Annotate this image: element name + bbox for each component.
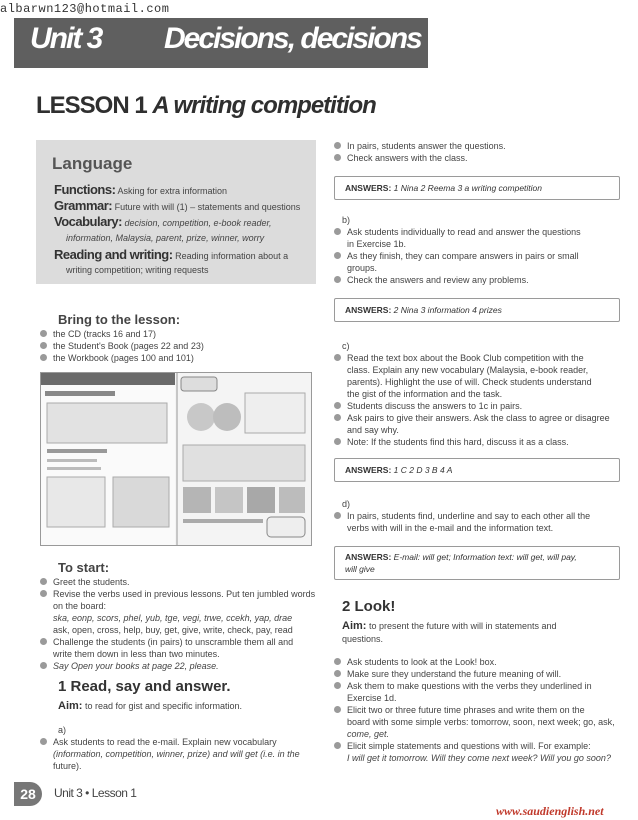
bullet-icon xyxy=(334,402,341,409)
step-c-item: Students discuss the answers to 1c in pairs. xyxy=(334,400,522,412)
exercise-1-aim: Aim: to read for gist and specific information. xyxy=(58,700,243,712)
look-item: Ask students to look at the Look! box. xyxy=(334,656,497,668)
right-item: In pairs, students answer the questions. xyxy=(334,140,506,152)
step-c-item-cont: parents). Highlight the use of will. Check students understand xyxy=(347,377,592,387)
exercise-2-heading: 2 Look! xyxy=(342,598,396,615)
bullet-icon xyxy=(334,438,341,445)
step-b-item-cont: in Exercise 1b. xyxy=(347,239,407,249)
exercise-1-heading: 1 Read, say and answer. xyxy=(58,678,231,695)
step-b-label: b) xyxy=(342,215,351,225)
look-item-cont: come, get. xyxy=(347,729,390,739)
bullet-icon xyxy=(40,662,47,669)
step-c-label: c) xyxy=(342,341,350,351)
bullet-icon xyxy=(334,706,341,713)
unit-title: Decisions, decisions xyxy=(164,22,421,55)
step-d-item-cont: verbs with will in the e-mail and the information text. xyxy=(347,523,554,533)
reading-writing-row: Reading and writing: Reading information about a xyxy=(54,247,289,262)
watermark: albarwn123@hotmail.com xyxy=(0,2,170,16)
lesson-label: LESSON 1 xyxy=(36,92,147,119)
start-item: Challenge the students (in pairs) to unscramble them all and xyxy=(40,636,293,648)
look-item: Make sure they understand the future meaning of will. xyxy=(334,668,561,680)
vocabulary-row: Vocabulary: decision, competition, e-book reader, xyxy=(54,214,272,229)
bullet-icon xyxy=(334,354,341,361)
site-link[interactable]: www.saudienglish.net xyxy=(496,804,604,818)
page-number: 28 xyxy=(14,782,42,806)
unit-label: Unit 3 xyxy=(30,22,102,55)
bullet-icon xyxy=(40,330,47,337)
start-item-cont: write them down in less than two minutes. xyxy=(53,649,220,659)
textbook-pages-image xyxy=(40,372,312,546)
vocabulary-row-2: information, Malaysia, parent, prize, winner, worry xyxy=(66,233,265,243)
bring-item: the Student's Book (pages 22 and 23) xyxy=(40,340,204,352)
answers-box-2: ANSWERS: 2 Nina 3 information 4 prizes xyxy=(334,298,620,322)
step-c-item: Read the text box about the Book Club competition with the xyxy=(334,352,584,364)
bullet-icon xyxy=(334,154,341,161)
jumbled-words: ska, eonp, scors, phel, yub, tge, vegi, trwe, ccekh, yap, drae xyxy=(53,613,293,623)
bullet-icon xyxy=(40,354,47,361)
bullet-icon xyxy=(334,742,341,749)
step-a-item-cont: (information, competition, winner, prize) and will get (i.e. in the xyxy=(53,749,300,759)
answers-box-1: ANSWERS: 1 Nina 2 Reema 3 a writing competition xyxy=(334,176,620,200)
bring-item: the CD (tracks 16 and 17) xyxy=(40,328,156,340)
bring-heading: Bring to the lesson: xyxy=(58,312,181,327)
step-a-item: Ask students to read the e-mail. Explain new vocabulary xyxy=(40,736,277,748)
step-b-item: As they finish, they can compare answers in pairs or small xyxy=(334,250,579,262)
look-item-cont: I will get it tomorrow. Will they come next week? Will you go soon? xyxy=(347,753,611,763)
to-start-heading: To start: xyxy=(58,560,110,575)
step-b-item: Check the answers and review any problems. xyxy=(334,274,529,286)
right-item: Check answers with the class. xyxy=(334,152,468,164)
start-item-cont: on the board: xyxy=(53,601,107,611)
step-c-item-cont: and say why. xyxy=(347,425,399,435)
grammar-row: Grammar: Future with will (1) – statements and questions xyxy=(54,198,301,213)
step-d-item: In pairs, students find, underline and say to each other all the xyxy=(334,510,590,522)
language-heading: Language xyxy=(52,154,133,173)
step-c-item: Ask pairs to give their answers. Ask the class to agree or disagree xyxy=(334,412,610,424)
step-a-label: a) xyxy=(58,725,67,735)
step-c-item-cont: the gist of the information and the task. xyxy=(347,389,503,399)
bullet-icon xyxy=(334,682,341,689)
unscrambled-words: ask, open, cross, help, buy, get, give, write, check, pay, read xyxy=(53,625,293,635)
bullet-icon xyxy=(334,252,341,259)
step-c-item: Note: If the students find this hard, discuss it as a class. xyxy=(334,436,569,448)
bullet-icon xyxy=(334,414,341,421)
lesson-heading xyxy=(36,92,376,120)
look-item: Elicit simple statements and questions with will. For example: xyxy=(334,740,591,752)
answers-box-3: ANSWERS: 1 C 2 D 3 B 4 A xyxy=(334,458,620,482)
start-item: Greet the students. xyxy=(40,576,130,588)
step-d-label: d) xyxy=(342,499,351,509)
step-c-item-cont: class. Explain any new vocabulary (Malaysia, e-book reader, xyxy=(347,365,589,375)
bullet-icon xyxy=(40,578,47,585)
footer-text: Unit 3 • Lesson 1 xyxy=(54,786,137,800)
look-item-cont: Exercise 1d. xyxy=(347,693,397,703)
step-a-item-cont: future). xyxy=(53,761,82,771)
bullet-icon xyxy=(40,342,47,349)
lesson-title: A writing competition xyxy=(152,92,376,119)
look-item: Elicit two or three future time phrases and write them on the xyxy=(334,704,585,716)
functions-row: Functions: Asking for extra information xyxy=(54,182,227,197)
reading-writing-row-2: writing competition; writing requests xyxy=(66,265,209,275)
look-item: Ask them to make questions with the verbs they underlined in xyxy=(334,680,592,692)
step-b-item-cont: groups. xyxy=(347,263,378,273)
exercise-2-aim-cont: questions. xyxy=(342,634,384,644)
bullet-icon xyxy=(334,276,341,283)
bullet-icon xyxy=(40,590,47,597)
bullet-icon xyxy=(334,658,341,665)
bullet-icon xyxy=(334,228,341,235)
step-b-item: Ask students individually to read and answer the questions xyxy=(334,226,581,238)
look-item-cont: board with some simple verbs: tomorrow, soon, next week; go, ask, xyxy=(347,717,615,727)
answers-box-4: ANSWERS: E-mail: will get; Information text: will get, will pay, will give xyxy=(334,546,620,580)
start-item: Revise the verbs used in previous lessons. Put ten jumbled words xyxy=(40,588,315,600)
bullet-icon xyxy=(334,670,341,677)
exercise-2-aim: Aim: to present the future with will in statements and xyxy=(342,620,557,632)
bullet-icon xyxy=(334,512,341,519)
textbook-pages-illustration xyxy=(41,373,311,545)
start-item: Say Open your books at page 22, please. xyxy=(40,660,219,672)
bullet-icon xyxy=(40,738,47,745)
bullet-icon xyxy=(334,142,341,149)
bring-item: the Workbook (pages 100 and 101) xyxy=(40,352,194,364)
bullet-icon xyxy=(40,638,47,645)
